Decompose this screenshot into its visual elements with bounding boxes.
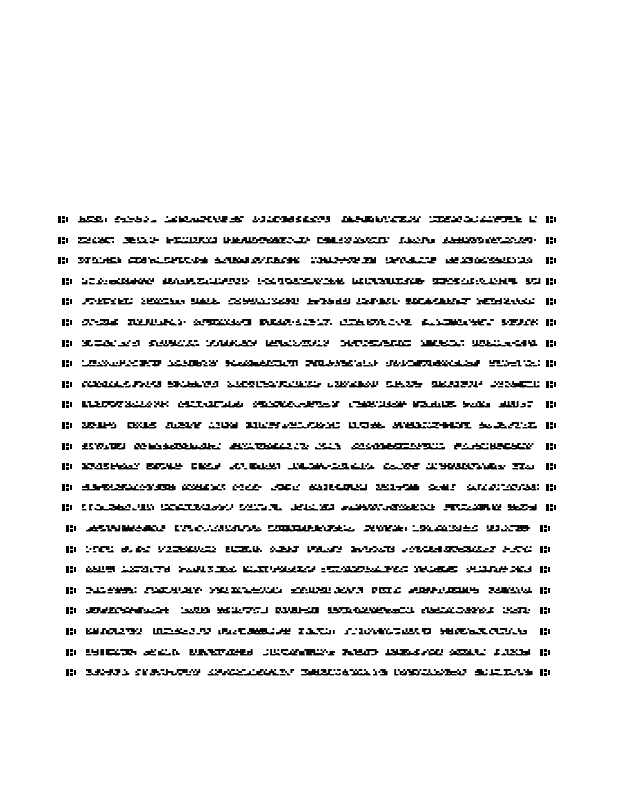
cipher-line xyxy=(58,216,556,223)
cipher-line xyxy=(66,546,550,553)
cipher-line xyxy=(62,319,556,326)
cipher-line xyxy=(66,649,550,656)
cipher-line xyxy=(66,525,550,532)
cipher-line xyxy=(62,504,556,511)
cipher-line xyxy=(66,587,550,594)
cipher-line xyxy=(58,257,556,264)
cipher-line xyxy=(62,340,556,347)
cipher-line xyxy=(66,669,550,676)
cipher-line xyxy=(58,237,556,244)
cipher-line xyxy=(62,484,556,491)
cipher-line xyxy=(62,298,556,305)
cipher-line xyxy=(62,422,556,429)
cipher-line xyxy=(62,401,556,408)
cipher-line xyxy=(66,607,550,614)
cipher-line xyxy=(62,463,556,470)
cipher-line xyxy=(62,360,556,367)
cipher-line xyxy=(62,443,556,450)
cipher-line xyxy=(62,381,556,388)
cipher-line xyxy=(62,278,556,285)
cipher-line xyxy=(66,566,550,573)
cipher-line xyxy=(66,628,550,635)
